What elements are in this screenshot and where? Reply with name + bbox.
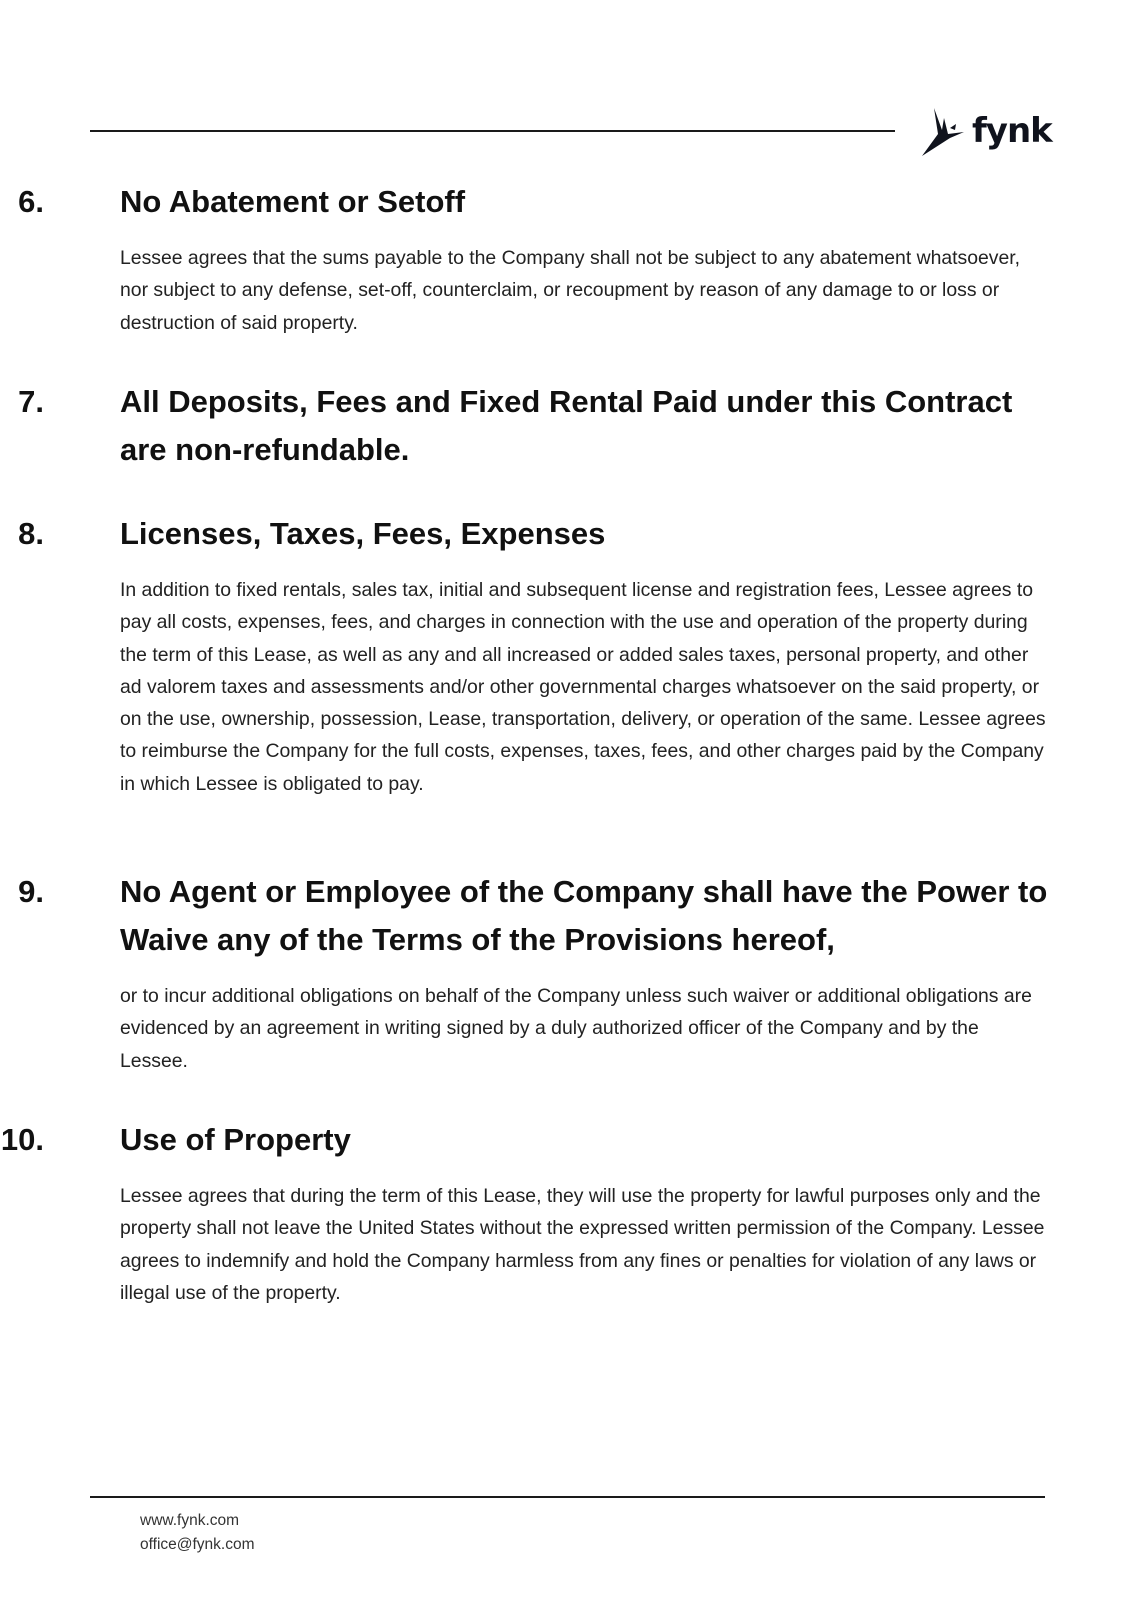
footer-email-link[interactable]: office@fynk.com	[140, 1536, 255, 1553]
section-number: 6.	[18, 184, 44, 219]
section-heading	[0, 378, 1060, 474]
section-heading	[0, 510, 1060, 558]
section-7	[0, 378, 1131, 474]
section-body: Lessee agrees that during the term of this Lease, they will use the property for lawful purposes only and the property shall not leave the United States without the expressed written permission of the Company. Lessee agrees to indemnify and hold the Company harmless from any fines or penalties for violation of any laws or illegal use of the property.	[120, 1185, 1045, 1304]
section-10	[0, 1116, 1131, 1309]
section-title: No Agent or Employee of the Company shall have the Power to Waive any of the Terms of the Provisions hereof,	[120, 874, 1048, 957]
header-divider	[90, 130, 895, 132]
section-number: 9.	[18, 874, 44, 909]
footer-divider	[90, 1496, 1045, 1498]
section-body: or to incur additional obligations on behalf of the Company unless such waiver or additional obligations are evidenced by an agreement in writing signed by a duly authorized officer of the Company and by the Lessee.	[120, 985, 1032, 1072]
section-6	[0, 178, 1131, 339]
section-heading	[0, 868, 1060, 964]
section-body: In addition to fixed rentals, sales tax, initial and subsequent license and registration fees, Lessee agrees to pay all costs, expenses, fees, and charges in connection with the use and operation of the property during the term of this Lease, as well as any and all increased or added sales taxes, personal property, and other ad valorem taxes and assessments and/or other governmental charges whatsoever on the said property, or on the use, ownership, possession, Lease, transportation, delivery, or operation of the same. Lessee agrees to reimburse the Company for the full costs, expenses, taxes, fees, and other charges paid by the Company in which Lessee is obligated to pay.	[120, 579, 1046, 795]
bird-icon	[920, 104, 966, 158]
section-title: Use of Property	[120, 1122, 351, 1157]
footer-contact	[140, 1509, 255, 1557]
logo-wordmark: fynk	[972, 111, 1052, 151]
section-heading	[0, 178, 1060, 226]
section-number: 7.	[18, 384, 44, 419]
section-title: All Deposits, Fees and Fixed Rental Paid under this Contract are non-refundable.	[120, 384, 1013, 467]
section-body: Lessee agrees that the sums payable to the Company shall not be subject to any abatement whatsoever, nor subject to any defense, set-off, counterclaim, or recoupment by reason of any damage to or loss or destruction of said property.	[120, 247, 1021, 334]
section-title: No Abatement or Setoff	[120, 184, 466, 219]
section-title: Licenses, Taxes, Fees, Expenses	[120, 516, 606, 551]
section-number: 10.	[0, 1122, 44, 1157]
section-8	[0, 510, 1131, 800]
brand-logo	[920, 104, 1052, 158]
footer-website-link[interactable]: www.fynk.com	[140, 1512, 240, 1529]
section-heading	[0, 1116, 1060, 1164]
section-9	[0, 868, 1131, 1077]
section-number: 8.	[18, 516, 44, 551]
